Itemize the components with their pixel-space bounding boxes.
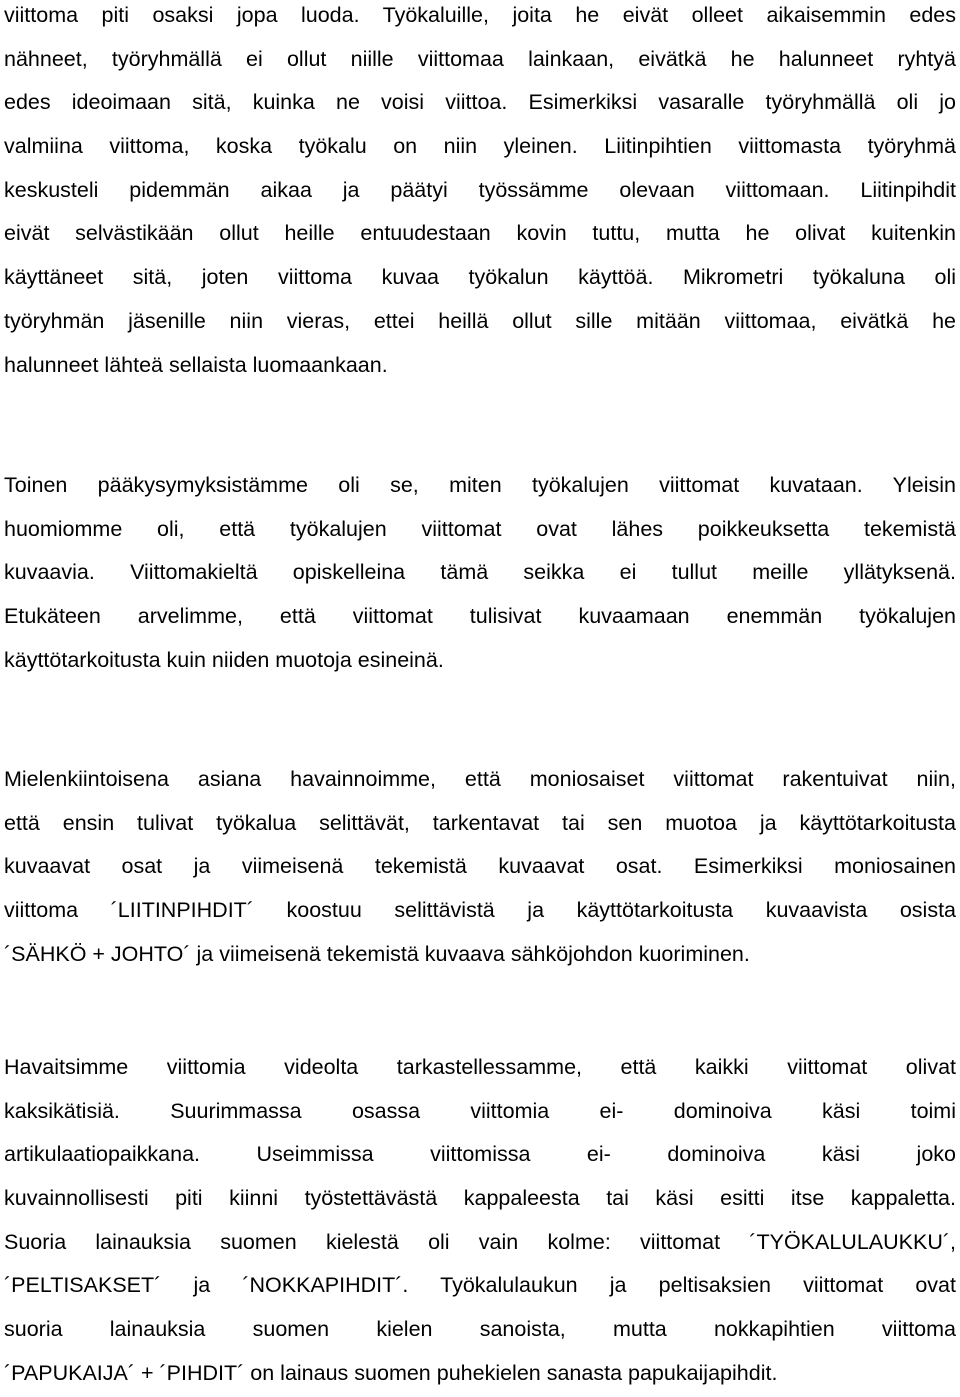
text-line: käyttäneet sitä, joten viittoma kuvaa työkalun käyttöä. Mikrometri työkaluna oli — [4, 265, 956, 290]
text-line: nähneet, työryhmällä ei ollut niille viittomaa lainkaan, eivätkä he halunneet ryhtyä — [4, 46, 956, 71]
text-line: ´PAPUKAIJA´ + ´PIHDIT´ on lainaus suomen puhekielen sanasta papukaijapihdit. — [4, 1360, 778, 1385]
text-line: viittoma piti osaksi jopa luoda. Työkaluille, joita he eivät olleet aikaisemmin edes — [4, 3, 956, 27]
text-line: halunneet lähteä sellaista luomaankaan. — [4, 352, 388, 377]
text-line: eivät selvästikään ollut heille entuudestaan kovin tuttu, mutta he olivat kuitenkin — [4, 221, 956, 246]
text-line: Havaitsimme viittomia videolta tarkastellessamme, että kaikki viittomat olivat — [4, 1055, 956, 1079]
text-line: työryhmän jäsenille niin vieras, ettei heillä ollut sille mitään viittomaa, eivätkä he — [4, 308, 956, 333]
text-line: käyttötarkoitusta kuin niiden muotoja esineinä. — [4, 647, 444, 672]
text-line: artikulaatiopaikkana. Useimmissa viittomissa ei- dominoiva käsi joko — [4, 1142, 956, 1167]
text-line: keskusteli pidemmän aikaa ja päätyi työssämme olevaan viittomaan. Liitinpihdit — [4, 177, 956, 202]
text-line: Mielenkiintoisena asiana havainnoimme, että moniosaiset viittomat rakentuivat niin, — [4, 767, 956, 791]
text-line: kuvainnollisesti piti kiinni työstettävästä kappaleesta tai käsi esitti itse kappaletta. — [4, 1186, 956, 1211]
text-line: huomiomme oli, että työkalujen viittomat ovat lähes poikkeuksetta tekemistä — [4, 516, 956, 541]
text-line: Etukäteen arvelimme, että viittomat tulisivat kuvaamaan enemmän työkalujen — [4, 604, 956, 629]
text-line: ´PELTISAKSET´ ja ´NOKKAPIHDIT´. Työkalulaukun ja peltisaksien viittomat ovat — [4, 1273, 956, 1298]
text-line: kaksikätisiä. Suurimmassa osassa viittomia ei- dominoiva käsi toimi — [4, 1098, 956, 1123]
text-line: että ensin tulivat työkalua selittävät, tarkentavat tai sen muotoa ja käyttötarkoitusta — [4, 810, 956, 835]
text-line: valmiina viittoma, koska työkalu on niin yleinen. Liitinpihtien viittomasta työryhmä — [4, 134, 956, 159]
text-line: Suoria lainauksia suomen kielestä oli vain kolme: viittomat ´TYÖKALULAUKKU´, — [4, 1229, 956, 1254]
text-line: Toinen pääkysymyksistämme oli se, miten työkalujen viittomat kuvataan. Yleisin — [4, 473, 956, 497]
paragraph-sign-description — [4, 464, 956, 682]
text-line: kuvaavia. Viittomakieltä opiskelleina tämä seikka ei tullut meille yllätyksenä. — [4, 560, 956, 585]
text-line: edes ideoimaan sitä, kuinka ne voisi viittoa. Esimerkiksi vasaralle työryhmällä oli jo — [4, 90, 956, 115]
text-line: suoria lainauksia suomen kielen sanoista, mutta nokkapihtien viittoma — [4, 1317, 956, 1342]
text-line: kuvaavat osat ja viimeisenä tekemistä kuvaavat osat. Esimerkiksi moniosainen — [4, 854, 956, 879]
paragraph-tool-signs-creation — [4, 0, 956, 387]
paragraph-compound-signs — [4, 758, 956, 976]
text-line: viittoma ´LIITINPIHDIT´ koostuu selittävistä ja käyttötarkoitusta kuvaavista osista — [4, 898, 956, 923]
text-line: ´SÄHKÖ + JOHTO´ ja viimeisenä tekemistä kuvaava sähköjohdon kuoriminen. — [4, 941, 750, 966]
paragraph-two-handed-signs — [4, 1046, 956, 1396]
